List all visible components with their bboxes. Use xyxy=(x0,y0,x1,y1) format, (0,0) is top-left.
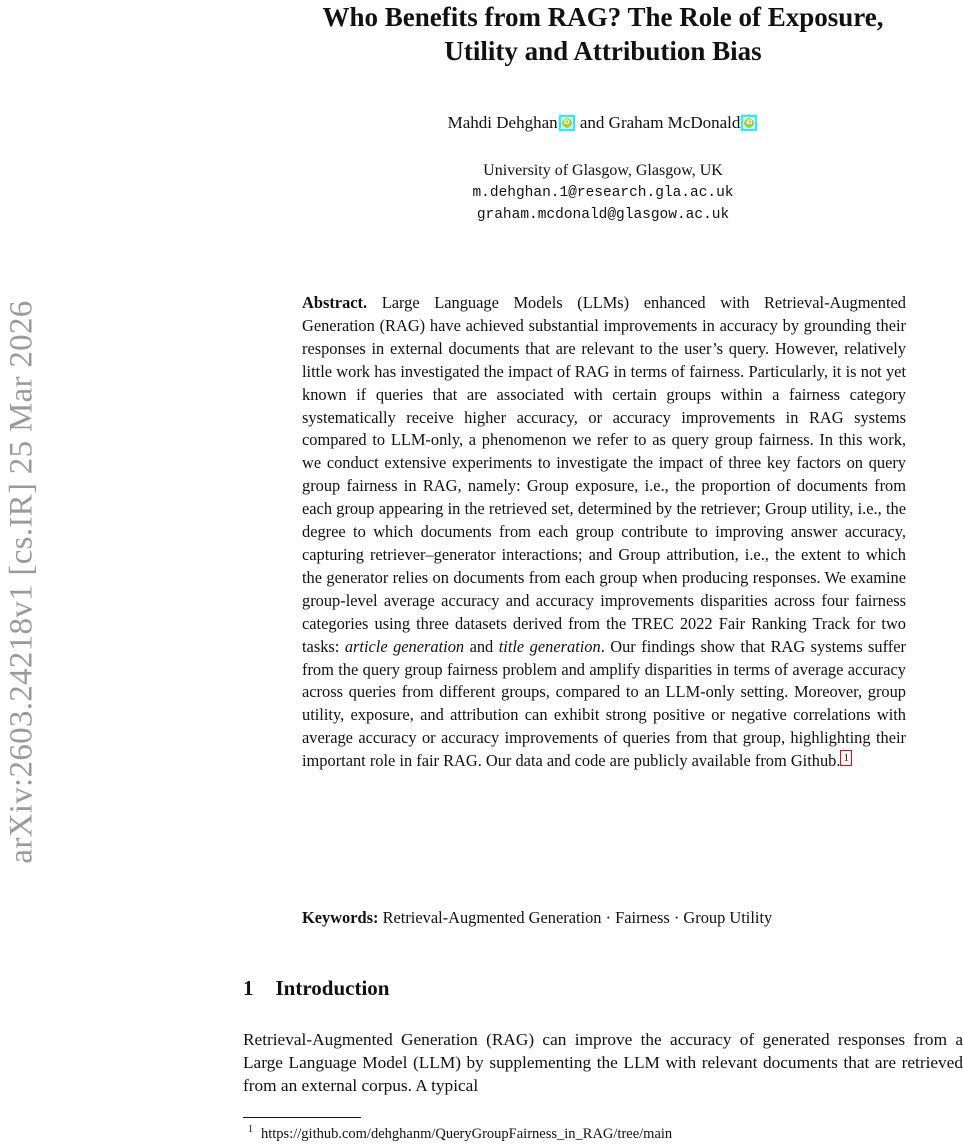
section-title: Introduction xyxy=(275,976,390,1000)
abstract-text-1: Large Language Models (LLMs) enhanced with Retrieval-Augmented Generation (RAG) have achieved substantial improvements in accuracy by grounding their responses in external documents that are relevant to the user’s query. However, relatively little work has investigated the impact of RAG in terms of fairness. Particularly, it is not yet known if queries that are associated with certain groups within a fairness category systematically receive higher accuracy, or accuracy improvements in RAG systems compared to LLM-only, a phenomenon we refer to as query group fairness. In this work, we conduct extensive experiments to investigate the impact of three key factors on query group fairness in RAG, namely: Group exposure, i.e., the proportion of documents from each group appearing in the retrieved set, determined by the retriever; Group utility, i.e., the degree to which documents from each group contribute to improving answer accuracy, capturing retriever–generator interactions; and Group attribution, i.e., the extent to which the generator relies on documents from each group when producing responses. We examine group-level average accuracy and accuracy improvements disparities across four fairness categories using three datasets derived from the TREC 2022 Fair Ranking Track for two tasks: xyxy=(302,293,906,656)
keywords xyxy=(302,908,906,928)
footnote-link[interactable]: 1 xyxy=(840,750,852,766)
keywords-text: Retrieval-Augmented Generation · Fairness · Group Utility xyxy=(378,908,773,927)
author-connector: and xyxy=(575,113,609,132)
abstract-text-2: and xyxy=(464,636,499,656)
section-heading-introduction xyxy=(243,976,389,1001)
email-author-1[interactable]: m.dehghan.1@research.gla.ac.uk xyxy=(472,185,734,201)
paper-title xyxy=(243,0,963,68)
footnote-divider xyxy=(243,1117,361,1118)
institution: University of Glasgow, Glasgow, UK xyxy=(483,162,723,179)
affiliation-block xyxy=(243,160,963,226)
title-line-2: Utility and Attribution Bias xyxy=(444,36,762,66)
keywords-label: Keywords: xyxy=(302,908,379,927)
abstract-label: Abstract. xyxy=(302,293,368,312)
orcid-link-author-1[interactable] xyxy=(559,115,575,131)
title-line-1: Who Benefits from RAG? The Role of Exposure, xyxy=(322,2,884,32)
abstract-italic-article-generation: article generation xyxy=(344,636,465,656)
section-number: 1 xyxy=(243,976,254,1000)
introduction-paragraph: Retrieval-Augmented Generation (RAG) can improve the accuracy of generated responses from a Large Language Model (LLM) by supplementing the LLM with relevant documents that are retrieved from an external corpus. A typical xyxy=(243,1030,963,1096)
abstract-italic-title-generation: title generation xyxy=(498,636,601,656)
arxiv-id-text: arXiv:2603.24218v1 [cs.IR] 25 Mar 2026 xyxy=(3,300,40,864)
author-1-name: Mahdi Dehghan xyxy=(447,113,558,132)
footnote-marker: 1 xyxy=(248,1124,253,1135)
orcid-link-author-2[interactable] xyxy=(741,115,757,131)
arxiv-identifier-stamp xyxy=(2,222,42,942)
email-author-2[interactable]: graham.mcdonald@glasgow.ac.uk xyxy=(476,207,730,223)
orcid-icon: iD xyxy=(563,120,570,126)
author-2-name: Graham McDonald xyxy=(608,113,741,132)
abstract-text-3: . Our findings show that RAG systems suffer from the query group fairness problem and amplify disparities in terms of average accuracy across queries from different groups, compared to an LLM-only setting. Moreover, group utility, exposure, and attribution can exhibit strong positive or negative correlations with average accuracy or accuracy improvements of queries from that group, highlighting their important role in fair RAG. Our data and code are publicly available from Github. xyxy=(302,636,906,771)
footnote xyxy=(248,1124,672,1143)
author-list xyxy=(243,113,963,133)
orcid-icon: iD xyxy=(746,120,753,126)
footnote-url[interactable]: https://github.com/dehghanm/QueryGroupFairness_in_RAG/tree/main xyxy=(261,1125,673,1142)
abstract xyxy=(302,292,906,773)
